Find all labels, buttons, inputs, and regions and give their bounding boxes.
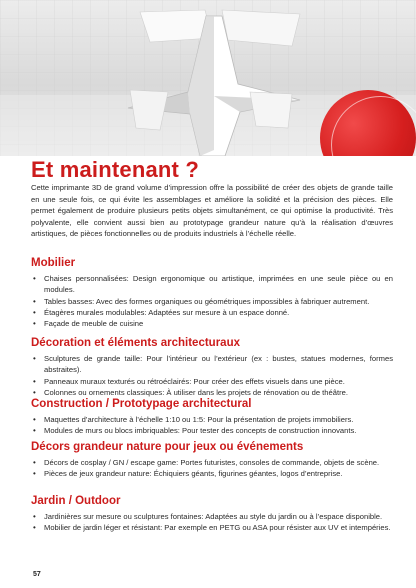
section-decors: [31, 440, 393, 480]
list-item: • Étagères murales modulables: Adaptées sur mesure à un espace donné.: [33, 307, 290, 317]
list-item: • Mobilier de jardin léger et résistant: Par exemple en PETG ou ASA pour résister aux UV et intempéries.: [33, 523, 391, 533]
bullet-icon: •: [33, 354, 36, 363]
bullet-icon: •: [33, 376, 36, 386]
list-item: • Pièces de jeux grandeur nature: Échiquiers géants, figurines géantes, logos d’entreprise.: [33, 469, 343, 479]
section-mobilier: [31, 256, 393, 329]
list-item: • Chaises personnalisées: Design ergonomique ou artistique, imprimées en une seule pièce ou en modules.: [33, 274, 393, 295]
section-heading: Décors grandeur nature pour jeux ou événements: [31, 441, 304, 453]
list-item: • Tables basses: Avec des formes organiques ou géométriques impossibles à fabriquer autrement.: [33, 296, 370, 306]
list-item: • Sculptures de grande taille: Pour l’intérieur ou l’extérieur (ex : bustes, statues modernes, formes abstraites).: [33, 354, 393, 375]
bullet-list: [31, 511, 393, 534]
bullet-icon: •: [33, 415, 36, 424]
page-number: 57: [33, 571, 41, 578]
list-item: • Décors de cosplay / GN / escape game: Portes futuristes, consoles de commande, objets de scène.: [33, 458, 380, 467]
bullet-icon: •: [33, 319, 36, 329]
bullet-icon: •: [33, 274, 36, 283]
section-construction: [31, 397, 393, 437]
section-heading: Jardin / Outdoor: [31, 495, 121, 507]
list-item: • Façade de meuble de cuisine: [33, 319, 144, 329]
page-title: Et maintenant ?: [31, 157, 200, 182]
bullet-icon: •: [33, 307, 36, 317]
bullet-list: [31, 414, 393, 437]
intro-paragraph: Cette imprimante 3D de grand volume d’impression offre la possibilité de créer des objets de grande taille en une seule fois, ce qui évite les assemblages et améliore la solidité et la précision des pièces. Elle permet également de produire plusieurs petits objets simultanément, ce qui optimise la productivité. Très polyvalente, elle convient aussi bien au prototypage grandeur nature qu’à la réalisation d’œuvres artistiques, de pièces fonctionnelles ou de produits industriels à l’échelle réelle.: [31, 183, 393, 239]
bullet-icon: •: [33, 512, 36, 521]
bullet-icon: •: [33, 469, 36, 479]
section-heading: Construction / Prototypage architectural: [31, 398, 252, 410]
bullet-icon: •: [33, 296, 36, 306]
bullet-list: [31, 457, 393, 480]
section-decoration: [31, 336, 393, 398]
bullet-list: [31, 353, 393, 398]
section-jardin: [31, 494, 393, 534]
bullet-icon: •: [33, 458, 36, 467]
bullet-icon: •: [33, 426, 36, 436]
hero-render-image: [0, 0, 416, 156]
list-item: • Modules de murs ou blocs imbriquables: Pour tester des concepts de construction innovants.: [33, 426, 357, 436]
list-item: • Maquettes d’architecture à l’échelle 1:10 ou 1:5: Pour la présentation de projets immobiliers.: [33, 415, 354, 424]
list-item: • Jardinières sur mesure ou sculptures fontaines: Adaptées au style du jardin ou à l’espace disponible.: [33, 512, 383, 521]
bullet-icon: •: [33, 387, 36, 397]
bullet-icon: •: [33, 523, 36, 533]
bullet-list: [31, 273, 393, 329]
section-heading: Décoration et éléments architecturaux: [31, 337, 240, 349]
section-heading: Mobilier: [31, 257, 76, 269]
list-item: • Colonnes ou ornements classiques: À utiliser dans les projets de rénovation ou de théâtre.: [33, 387, 348, 397]
list-item: • Panneaux muraux texturés ou rétroéclairés: Pour créer des effets visuels dans une pièce.: [33, 376, 345, 386]
